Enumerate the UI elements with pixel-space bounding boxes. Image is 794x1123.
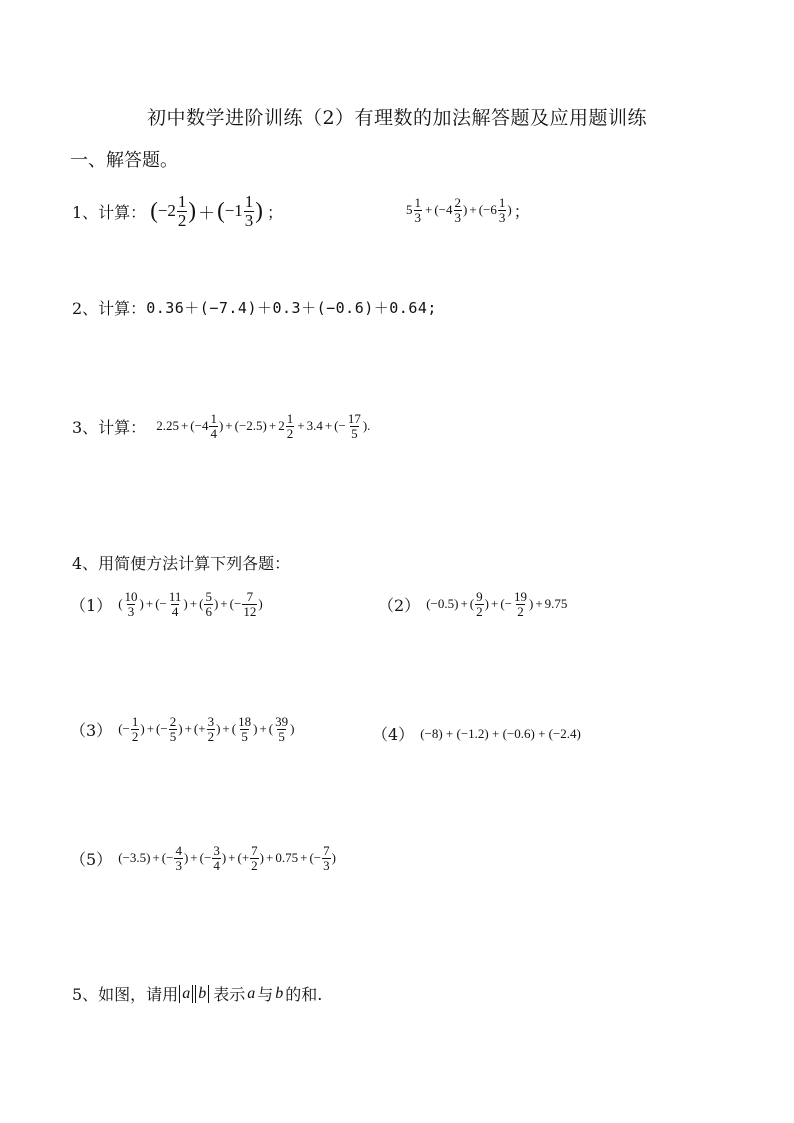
part-4-label: （4） — [372, 725, 415, 744]
question-4-part-1 — [70, 590, 263, 618]
question-3 — [72, 412, 370, 440]
part-3-expression: (− $\frac{1}{2}$ ) + (− $\frac{2}{5}$ ) + (+ $\frac{3}{2}$ ) + ( $\frac{18}{5}$ ) + ( $\frac{39}{5}$ ) — [118, 714, 295, 744]
part-5-expression: (−3.5) + (− $\frac{4}{3}$ ) + (− $\frac{3}{4}$ ) + (+ $\frac{7}{2}$ ) + 0.75 + (− $\frac{7}{3}$ ) — [118, 843, 336, 873]
part-1-expression: ( $\frac{10}{3}$ ) + (− $\frac{11}{4}$ ) + ( $\frac{5}{6}$ ) + (− $\frac{7}{12}$ ) — [118, 589, 263, 619]
variable-a: a — [247, 984, 256, 1002]
question-5-text2: 与 — [257, 985, 274, 1004]
question-2 — [72, 296, 437, 319]
abs-a: a — [179, 985, 193, 1003]
question-5 — [72, 982, 322, 1005]
section-heading: 一、解答题。 — [70, 150, 178, 171]
question-4-part-3 — [70, 715, 294, 743]
question-5-text3: 的和. — [285, 985, 323, 1004]
part-2-label: （2） — [378, 595, 421, 615]
page-title: 初中数学进阶训练（2）有理数的加法解答题及应用题训练 — [146, 107, 648, 129]
variable-b: b — [275, 984, 284, 1002]
question-5-text1: 表示 — [213, 985, 246, 1004]
question-1-expression-b: 5 $\frac{1}{3}$ + (−4 $\frac{2}{3}$ ) + (−6 $\frac{1}{3}$ ) — [406, 195, 512, 225]
question-3-expression: 2.25 + (−4 $\frac{1}{4}$ ) + (−2.5) + 2 $\frac{1}{2}$ + 3.4 + (− $\frac{17}{5}$ ). — [156, 411, 371, 441]
question-4 — [72, 551, 294, 574]
abs-b: b — [195, 985, 209, 1003]
part-4-expression: (−8) + (−1.2) + (−0.6) + (−2.4) — [420, 725, 581, 741]
part-3-label: （3） — [70, 720, 113, 740]
question-4-part-2 — [378, 590, 567, 618]
question-1b: 5 $\frac{1}{3}$ + (−4 $\frac{2}{3}$ ) + (−6 $\frac{1}{3}$ ) ； — [406, 195, 530, 225]
part-5-label: （5） — [70, 849, 113, 869]
part-1-label: （1） — [70, 595, 113, 615]
question-2-label: 2、计算： — [72, 299, 147, 318]
question-1-label: 1、计算： — [72, 202, 147, 222]
question-4-label: 4、用简便方法计算下列各题： — [72, 554, 291, 573]
question-4-part-4 — [372, 722, 581, 745]
question-1: 1、计算： ( −2 $\frac{1}{2}$ ) ＋ ( −1 $\frac{1}{3}$ ) ； — [72, 192, 283, 230]
question-4-part-5 — [70, 844, 336, 872]
part-2-expression: (−0.5) + ( $\frac{9}{2}$ ) + (− $\frac{19}{2}$ ) + 9.75 — [426, 589, 568, 619]
question-1-expression-a: ( −2 $\frac{1}{2}$ ) ＋ ( −1 $\frac{1}{3}$ ) — [150, 192, 263, 230]
question-2-expression: 0.36＋(−7.4)＋0.3＋(−0.6)＋0.64; — [146, 299, 437, 317]
question-3-label: 3、计算： — [72, 417, 147, 437]
question-5-label: 5、如图，请用 — [72, 985, 179, 1004]
